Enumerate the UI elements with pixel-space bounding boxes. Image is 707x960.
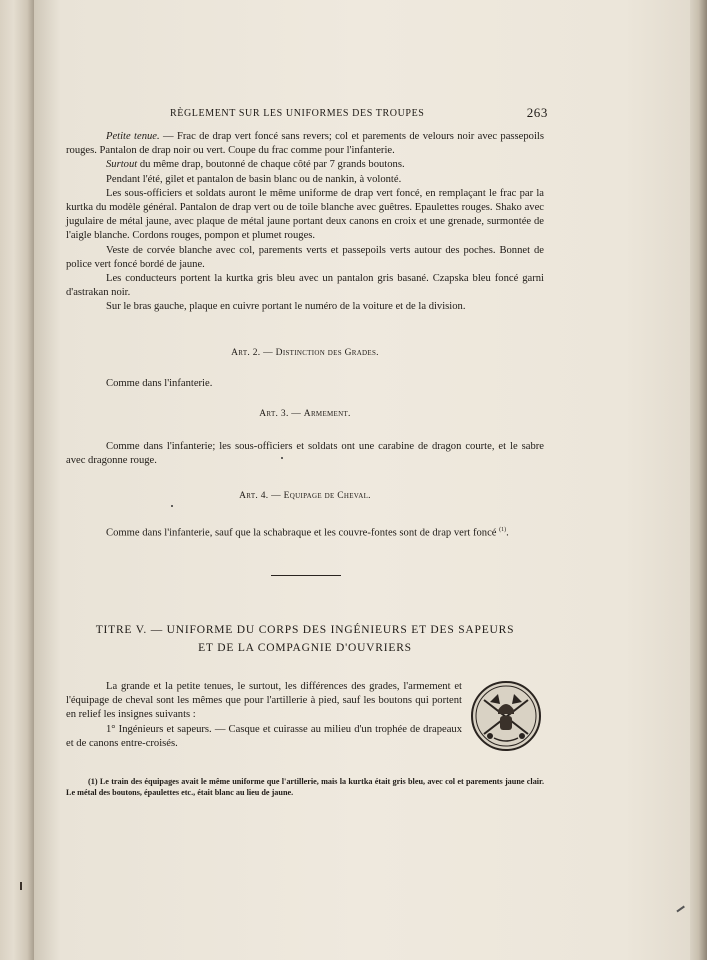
paragraph: Les conducteurs portent la kurtka gris bleu avec un pantalon gris basané. Czapska bleu foncé garni d'astrakan noir. [66, 273, 544, 299]
paragraph-text: du même drap, boutonné de chaque côté par 7 grands boutons. [137, 159, 405, 171]
body-text-block [66, 130, 544, 315]
article-heading [66, 348, 544, 358]
paragraph: Comme dans l'infanterie; les sous-officiers et soldats ont une carabine de dragon courte, et le sabre avec dragonne rouge. [66, 441, 544, 467]
paragraph: Comme dans l'infanterie. [106, 378, 213, 389]
scan-speck [171, 505, 173, 507]
article-title: Distinction des Grades. [275, 348, 379, 358]
article-number: Art. 4. — [239, 491, 281, 501]
paragraph-text: Comme dans l'infanterie, sauf que la schabraque et les couvre-fontes sont de drap vert foncé [106, 527, 497, 539]
article-text [66, 377, 544, 391]
page-edge-shadow [690, 0, 707, 960]
article-heading [66, 491, 544, 501]
paragraph-label: Surtout [106, 159, 138, 171]
previous-page-edge [0, 0, 34, 960]
scan-mark [20, 882, 22, 890]
paragraph [66, 158, 544, 172]
article-number: Art. 3. — [259, 409, 302, 419]
paragraph-text: — Frac de drap vert foncé sans revers; col et parements de velours noir avec passepoils rouges. Pantalon de drap noir ou vert. Coupe du frac comme pour l'infanterie. [66, 131, 544, 157]
article-heading [66, 409, 544, 419]
paragraph [66, 523, 544, 541]
footnote-text: (1) Le train des équipages avait le même uniforme que l'artillerie, mais la kurtka était gris bleu, avec col et parements jaune clair. Le métal des boutons, épaulettes etc., était blanc au lieu de jaune. [66, 777, 544, 797]
section-subtitle: ET DE LA COMPAGNIE D'OUVRIERS [198, 642, 412, 654]
final-text-block [66, 680, 462, 751]
footnote [66, 776, 544, 798]
paragraph-text: . [506, 527, 509, 539]
article-number: Art. 2. — [231, 348, 273, 358]
paragraph: Pendant l'été, gilet et pantalon de basin blanc ou de nankin, à volonté. [106, 173, 402, 185]
paragraph-label: Petite tenue. [106, 131, 160, 142]
running-head-title: RÈGLEMENT SUR LES UNIFORMES DES TROUPES [170, 108, 425, 119]
article-title: Equipage de Cheval. [283, 491, 371, 501]
page-number: 263 [526, 105, 548, 120]
article-text [66, 523, 544, 541]
section-divider [271, 575, 341, 576]
paragraph: 1° Ingénieurs et sapeurs. — Casque et cuirasse au milieu d'un trophée de drapeaux et de canons entre-croisés. [66, 723, 462, 749]
paragraph: La grande et la petite tenues, le surtout, les différences des grades, l'armement et l'équipage de cheval sont les mêmes que pour l'artillerie à pied, sauf les boutons qui portent en relief les insignes suivants : [66, 681, 462, 721]
article-text [66, 440, 544, 468]
paragraph: Sur le bras gauche, plaque en cuivre portant le numéro de la voiture et de la division. [106, 301, 466, 313]
section-title: TITRE V. — UNIFORME DU CORPS DES INGÉNIEURS ET DES SAPEURS [95, 624, 515, 636]
paragraph [66, 130, 544, 158]
paragraph: Veste de corvée blanche avec col, parements verts et passepoils verts autour des poches. Bonnet de police vert foncé bordé de jaune. [66, 244, 544, 270]
article-title: Armement. [303, 409, 351, 419]
footnote-reference: (1) [499, 527, 507, 533]
button-insignia-trophy-icon [470, 680, 542, 752]
paragraph: Les sous-officiers et soldats auront le même uniforme de drap vert foncé, en remplaçant le frac par la kurtka du modèle général. Pantalon de drap vert ou de toile blanche avec guêtres. Epaulettes rouges. Shako avec jugulaire de métal jaune, avec plaque de métal jaune portant deux canons en croix et une grenade, surmontée de l'aigle blanche. Cordons rouges, pompon et plumet rouges. [66, 187, 544, 242]
